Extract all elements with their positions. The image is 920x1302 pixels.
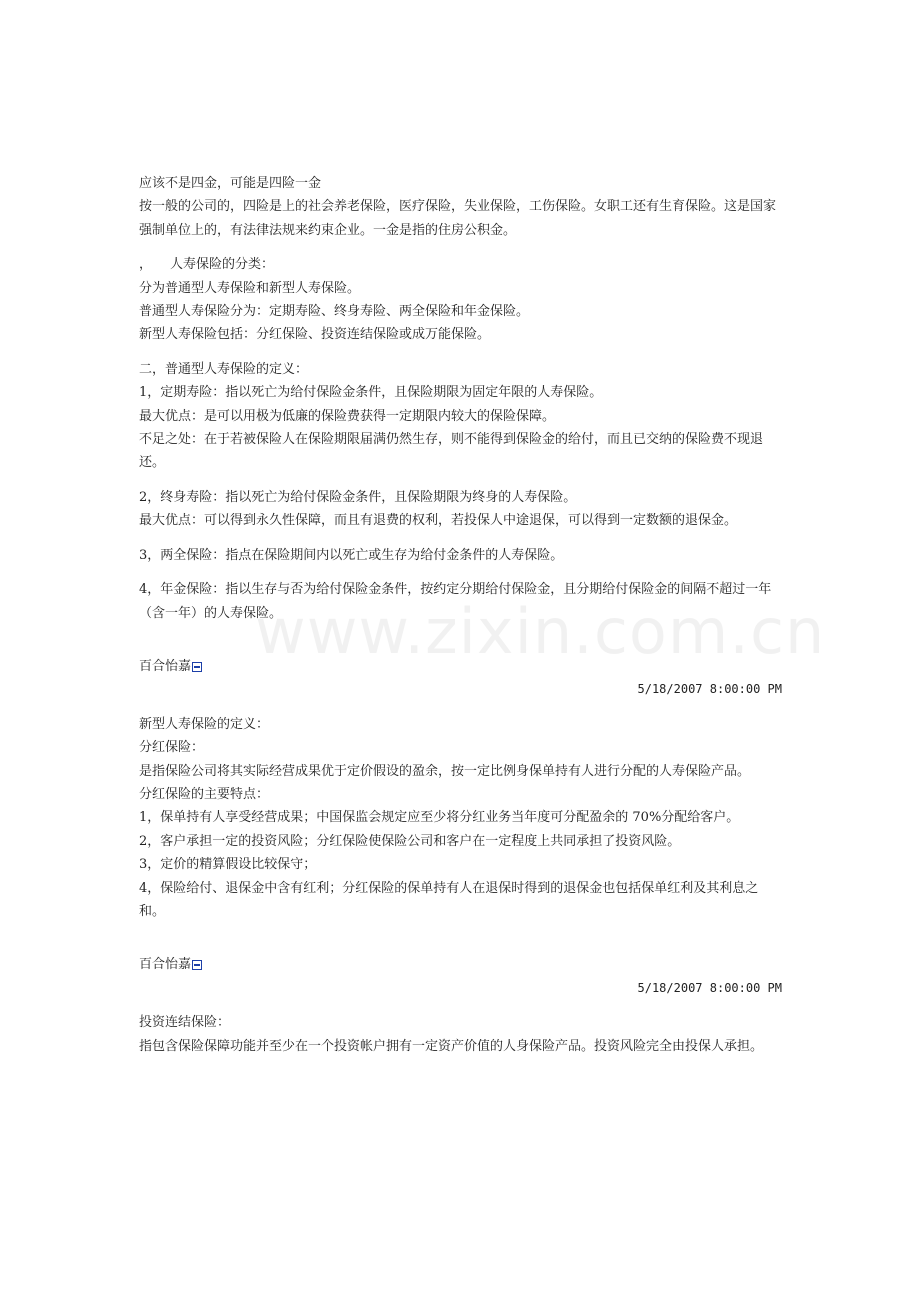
classification-line: 新型人寿保险包括：分红保险、投资连结保险或成万能保险。 [139, 327, 491, 343]
post-line: 指包含保险保障功能并至少在一个投资帐户拥有一定资产价值的人身保险产品。投资风险完全由投保人承担。 [139, 1038, 764, 1054]
post-line: 投资连结保险： [139, 1015, 231, 1031]
heading-text: 人寿保险的分类： [170, 257, 275, 273]
term-life-line: 最大优点：是可以用极为低廉的保险费获得一定期限内较大的保险保障。 [139, 408, 556, 424]
post-author-row [139, 655, 782, 678]
post-line: 分红保险： [139, 740, 205, 756]
post-line: 1，保单持有人享受经营成果；中国保监会规定应至少将分红业务当年度可分配盈余的 70%分配给客户。 [139, 810, 740, 826]
post-line: 分红保险的主要特点： [139, 786, 270, 802]
post-line: 3，定价的精算假设比较保守； [139, 857, 317, 873]
post-author[interactable]: 百合怡嘉 [139, 655, 202, 678]
post-line: 2，客户承担一定的投资风险；分红保险使保险公司和客户在一定程度上共同承担了投资风险。 [139, 833, 681, 849]
heading-prefix: ， [139, 257, 153, 273]
post-author[interactable]: 百合怡嘉 [139, 953, 202, 976]
classification-line: 分为普通型人寿保险和新型人寿保险。 [139, 280, 361, 296]
post-line: 新型人寿保险的定义： [139, 716, 270, 732]
classification-heading [139, 253, 782, 276]
post-line: 是指保险公司将其实际经营成果优于定价假设的盈余，按一定比例身保单持有人进行分配的人寿保险产品。 [139, 763, 751, 779]
post-date: 5/18/2007 8:00:00 PM [637, 682, 782, 697]
document-body [139, 172, 782, 1058]
endowment-line: 3，两全保险：指点在保险期间内以死亡或生存为给付金条件的人寿保险。 [139, 547, 564, 563]
term-life-line: 1，定期寿险：指以死亡为给付保险金条件，且保险期限为固定年限的人寿保险。 [139, 385, 603, 401]
whole-life-line: 2，终身寿险：指以死亡为给付保险金条件，且保险期限为终身的人寿保险。 [139, 489, 577, 505]
collapse-icon[interactable] [192, 662, 202, 672]
classification-line: 普通型人寿保险分为：定期寿险、终身寿险、两全保险和年金保险。 [139, 304, 530, 320]
intro-line: 应该不是四金，可能是四险一金 [139, 176, 322, 191]
post-line: 4，保险给付、退保金中含有红利；分红保险的保单持有人在退保时得到的退保金也包括保单红利及其利息之和。 [139, 880, 759, 919]
post-date: 5/18/2007 8:00:00 PM [637, 980, 782, 995]
post-author-row [139, 953, 782, 976]
intro-paragraph: 按一般的公司的，四险是上的社会养老保险，医疗保险，失业保险，工伤保险。女职工还有生育保险。这是国家强制单位上的，有法律法规来约束企业。一金是指的住房公积金。 [139, 199, 777, 238]
annuity-line: 4，年金保险：指以生存与否为给付保险金条件，按约定分期给付保险金，且分期给付保险金的间隔不超过一年（含一年）的人寿保险。 [139, 582, 772, 621]
collapse-icon[interactable] [192, 960, 202, 970]
term-life-line: 不足之处：在于若被保险人在保险期限届满仍然生存，则不能得到保险金的给付，而且已交纳的保险费不现退还。 [139, 432, 764, 471]
whole-life-line: 最大优点：可以得到永久性保障，而且有退费的权利，若投保人中途退保，可以得到一定数额的退保金。 [139, 513, 738, 529]
watermark: www.zixin.com.cn [255, 595, 826, 668]
ordinary-heading: 二，普通型人寿保险的定义： [139, 361, 309, 377]
